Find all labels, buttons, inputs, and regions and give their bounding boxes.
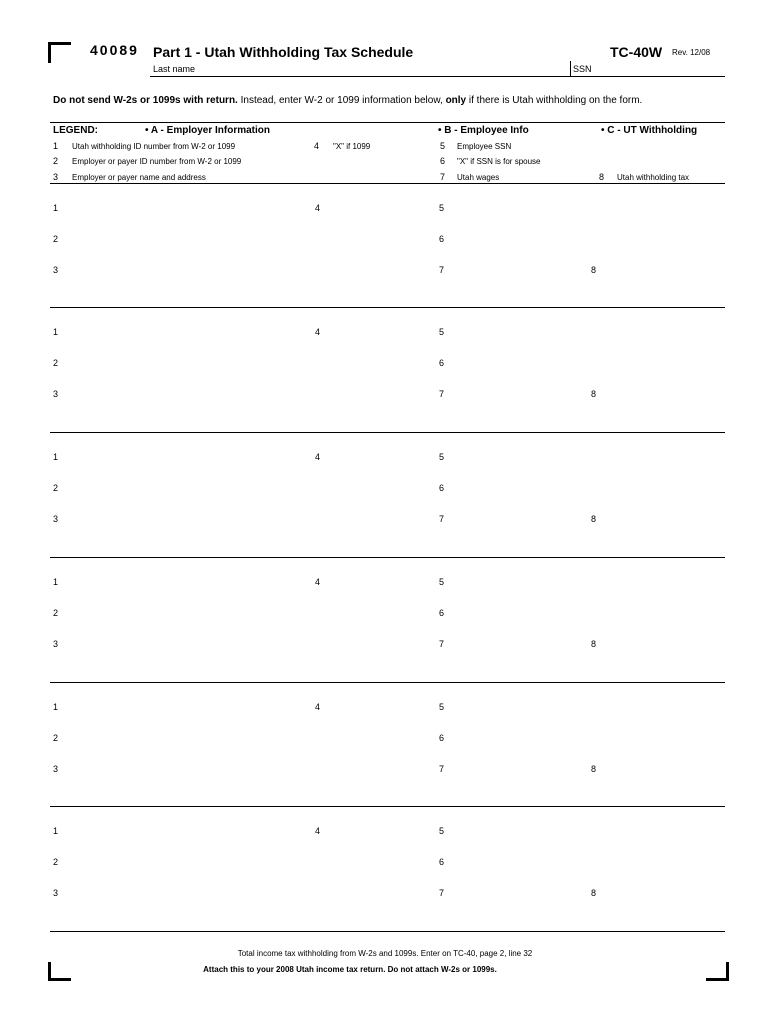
last-name-label: Last name — [153, 64, 196, 74]
page-title: Part 1 - Utah Withholding Tax Schedule — [153, 44, 414, 60]
entry-line-4[interactable]: 4 — [315, 577, 321, 587]
entry-line-1[interactable]: 1 — [53, 826, 59, 836]
entry-line-8[interactable]: 8 — [591, 514, 597, 524]
entry-line-3[interactable]: 3 — [53, 888, 59, 898]
total-withholding-note: Total income tax withholding from W-2s and 1099s. Enter on TC-40, page 2, line 32 — [237, 949, 533, 958]
legend-bottom-rule — [50, 183, 725, 184]
entry-line-3[interactable]: 3 — [53, 389, 59, 399]
entry-line-6[interactable]: 6 — [439, 358, 445, 368]
entry-line-4[interactable]: 4 — [315, 702, 321, 712]
legend-item-3-text: Employer or payer name and address — [72, 173, 206, 182]
entry-line-4[interactable]: 4 — [315, 452, 321, 462]
block-divider — [50, 682, 725, 683]
entry-line-3[interactable]: 3 — [53, 764, 59, 774]
entry-line-3[interactable]: 3 — [53, 514, 59, 524]
legend-section-b: • B - Employee Info — [438, 125, 529, 136]
legend-item-6-text: "X" if SSN is for spouse — [457, 157, 541, 166]
legend-item-5-num: 5 — [440, 141, 446, 151]
block-divider — [50, 307, 725, 308]
legend-section-a: • A - Employer Information — [145, 125, 270, 136]
corner-mark-bottom-right — [706, 962, 729, 981]
entry-line-6[interactable]: 6 — [439, 733, 445, 743]
instructions-bold: Do not send W-2s or 1099s with return. — [53, 95, 238, 106]
corner-mark-top-left — [48, 42, 71, 63]
legend-item-8-text: Utah withholding tax — [617, 173, 690, 182]
legend-item-7-text: Utah wages — [457, 173, 500, 182]
legend-item-8-num: 8 — [599, 172, 605, 182]
entry-line-2[interactable]: 2 — [53, 234, 59, 244]
revision-date: Rev. 12/08 — [672, 48, 711, 57]
entry-line-4[interactable]: 4 — [315, 327, 321, 337]
entry-line-7[interactable]: 7 — [439, 514, 445, 524]
instructions — [53, 95, 642, 106]
entry-line-3[interactable]: 3 — [53, 639, 59, 649]
entry-line-3[interactable]: 3 — [53, 265, 59, 275]
entry-line-6[interactable]: 6 — [439, 483, 445, 493]
block-divider — [50, 806, 725, 807]
legend-item-6-num: 6 — [440, 156, 446, 166]
entry-line-2[interactable]: 2 — [53, 483, 59, 493]
instructions-middle: Instead, enter W-2 or 1099 information below, — [237, 95, 446, 106]
legend-item-1-text: Utah withholding ID number from W-2 or 1099 — [72, 142, 236, 151]
entry-line-7[interactable]: 7 — [439, 888, 445, 898]
instructions-only: only — [445, 95, 467, 106]
entry-line-1[interactable]: 1 — [53, 327, 59, 337]
legend-label: LEGEND: — [53, 125, 98, 136]
block-divider — [50, 557, 725, 558]
legend-item-4-num: 4 — [314, 141, 320, 151]
entry-line-8[interactable]: 8 — [591, 389, 597, 399]
entry-line-1[interactable]: 1 — [53, 203, 59, 213]
ssn-label: SSN — [573, 64, 592, 74]
form-code: TC-40W — [610, 44, 663, 60]
legend-item-4-text: "X" if 1099 — [333, 142, 371, 151]
entry-line-6[interactable]: 6 — [439, 857, 445, 867]
legend-section-c: • C - UT Withholding — [601, 125, 698, 136]
entry-line-5[interactable]: 5 — [439, 702, 445, 712]
entry-line-2[interactable]: 2 — [53, 608, 59, 618]
entry-line-8[interactable]: 8 — [591, 764, 597, 774]
entry-line-7[interactable]: 7 — [439, 639, 445, 649]
entry-line-6[interactable]: 6 — [439, 608, 445, 618]
legend-top-rule — [50, 122, 725, 123]
entry-line-8[interactable]: 8 — [591, 888, 597, 898]
entry-line-5[interactable]: 5 — [439, 327, 445, 337]
entry-line-5[interactable]: 5 — [439, 452, 445, 462]
ssn-divider — [570, 61, 571, 77]
entry-line-8[interactable]: 8 — [591, 639, 597, 649]
block-divider — [50, 432, 725, 433]
entry-line-5[interactable]: 5 — [439, 826, 445, 836]
entry-line-7[interactable]: 7 — [439, 764, 445, 774]
form-number: 40089 — [90, 42, 139, 58]
entry-line-1[interactable]: 1 — [53, 577, 59, 587]
entry-line-1[interactable]: 1 — [53, 702, 59, 712]
entry-line-1[interactable]: 1 — [53, 452, 59, 462]
block-divider — [50, 931, 725, 932]
entry-line-4[interactable]: 4 — [315, 826, 321, 836]
legend-item-7-num: 7 — [440, 172, 446, 182]
entry-line-4[interactable]: 4 — [315, 203, 321, 213]
instructions-end: if there is Utah withholding on the form. — [466, 95, 643, 106]
entry-line-5[interactable]: 5 — [439, 577, 445, 587]
entry-line-7[interactable]: 7 — [439, 389, 445, 399]
entry-line-8[interactable]: 8 — [591, 265, 597, 275]
entry-line-2[interactable]: 2 — [53, 358, 59, 368]
legend-item-2-text: Employer or payer ID number from W-2 or 1099 — [72, 157, 242, 166]
legend-item-2-num: 2 — [53, 156, 59, 166]
legend-item-5-text: Employee SSN — [457, 142, 512, 151]
ssn-field[interactable] — [573, 61, 725, 76]
attach-note: Attach this to your 2008 Utah income tax return. Do not attach W-2s or 1099s. — [203, 965, 497, 974]
entry-line-2[interactable]: 2 — [53, 857, 59, 867]
entry-line-6[interactable]: 6 — [439, 234, 445, 244]
legend-item-3-num: 3 — [53, 172, 59, 182]
entry-line-7[interactable]: 7 — [439, 265, 445, 275]
entry-line-5[interactable]: 5 — [439, 203, 445, 213]
entry-line-2[interactable]: 2 — [53, 733, 59, 743]
legend-item-1-num: 1 — [53, 141, 59, 151]
